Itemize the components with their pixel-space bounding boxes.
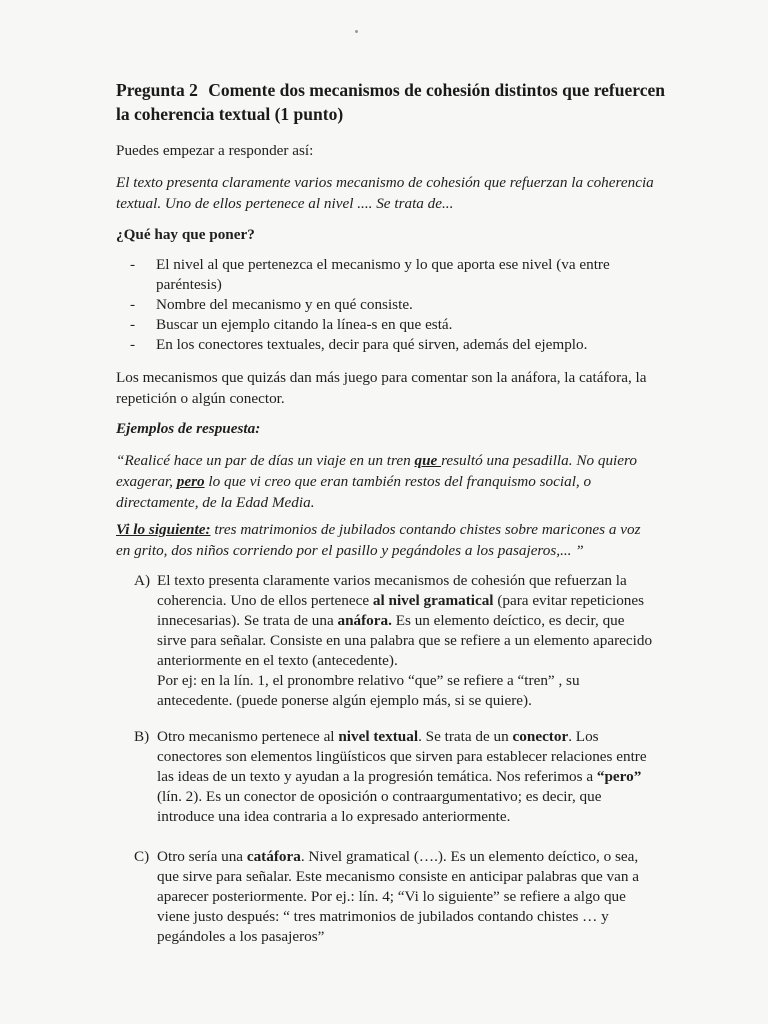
answer-example: Por ej: en la lín. 1, el pronombre relativo “que” se refiere a “tren” , su antecedente. (puede ponerse algún ejemplo más, si se quiere). — [157, 672, 580, 709]
answer-text: . Se trata de un — [418, 728, 513, 745]
answer-text: Es un elemento deíctico, es decir, que sirve para señalar. Consiste en una palabra que se refiere a un elemento aparecido anteriormente en el texto (antecedente). — [157, 612, 653, 669]
answer-body — [157, 571, 657, 711]
answer-bold: al nivel gramatical — [372, 592, 494, 609]
quote-text: tres matrimonios de jubilados contando chistes sobre maricones a voz en grito, dos niños corriendo por el pasillo y pegándoles a los pasajeros,... ” — [116, 521, 641, 559]
answer-text: (para evitar repeticiones innecesarias). Se trata de una — [157, 592, 645, 629]
quote-text: lo que vi creo que eran también restos del franquismo social, o directamente, de la Edad Media. — [116, 473, 592, 511]
answer-bold: anáfora. — [337, 612, 392, 629]
quote-text: “Realicé hace un par de días un viaje en un tren — [116, 452, 415, 469]
instructions-list — [130, 255, 650, 355]
underlined-pero: pero — [176, 473, 205, 490]
answer-letter: C) — [134, 848, 150, 865]
starter-text: El texto presenta claramente varios mecanismo de cohesión que refuerzan la coherencia textual. Uno de ellos pertenece al nivel .... Se trata de... — [116, 174, 654, 212]
answer-text: El texto presenta claramente varios mecanismos de cohesión que refuerzan la coherencia. Uno de ellos pertenece — [157, 572, 627, 609]
mechanisms-note: Los mecanismos que quizás dan más juego para comentar son la anáfora, la catáfora, la repetición o algún conector. — [116, 369, 647, 407]
list-item: - En los conectores textuales, decir para qué sirven, además del ejemplo. — [130, 335, 650, 355]
question-label: Pregunta 2 — [116, 80, 198, 100]
list-item: - Buscar un ejemplo citando la línea-s en que está. — [130, 315, 650, 335]
answer-letter: A) — [134, 572, 151, 589]
answer-text: Otro sería una — [157, 848, 247, 865]
example-quote-2 — [116, 519, 656, 561]
answer-text: (lín. 2). Es un conector de oposición o contraargumentativo; es decir, que introduce una idea contraria a lo expresado anteriormente. — [157, 788, 602, 825]
list-item: - Nombre del mecanismo y en qué consiste. — [130, 295, 650, 315]
question-title — [116, 78, 676, 126]
examples-heading: Ejemplos de respuesta: — [116, 420, 261, 437]
underlined-que: que — [414, 452, 442, 469]
scan-speck — [355, 30, 358, 33]
answer-body — [157, 727, 657, 827]
answer-bold: nivel textual — [338, 728, 419, 745]
answer-text: . Los conectores son elementos lingüísticos que sirven para establecer relaciones entre las ideas de un texto y ayudan a la progresión temática. Nos referimos a — [157, 728, 647, 785]
answer-text: Otro mecanismo pertenece al — [157, 728, 339, 745]
answer-text: . Nivel gramatical (….). Es un elemento deíctico, o sea, que sirve para señalar. Este mecanismo consiste en anticipar palabras que van a aparecer posteriormente. Por ej.: lín. 4; “Vi lo siguiente” se refiere a algo que viene justo después: “ tres matrimonios de jubilados contando chistes … y pegándoles a los pasajeros” — [157, 848, 640, 945]
answer-bold: conector — [512, 728, 569, 745]
answer-letter: B) — [134, 728, 150, 745]
intro-text: Puedes empezar a responder así: — [116, 142, 314, 159]
answer-body — [157, 847, 657, 947]
question-text: Comente dos mecanismos de cohesión distintos que refuercen la coherencia textual (1 punto) — [116, 80, 665, 124]
list-item: - El nivel al que pertenezca el mecanismo y lo que aporta ese nivel (va entre paréntesis) — [130, 255, 650, 295]
example-quote-1 — [116, 450, 656, 513]
answer-bold: “pero” — [596, 768, 642, 785]
quote-text: resultó una pesadilla. No quiero exagerar, — [116, 452, 637, 490]
what-to-write-heading: ¿Qué hay que poner? — [116, 226, 255, 243]
answer-bold: catáfora — [246, 848, 301, 865]
underlined-vi-lo-siguiente: Vi lo siguiente: — [116, 521, 211, 538]
